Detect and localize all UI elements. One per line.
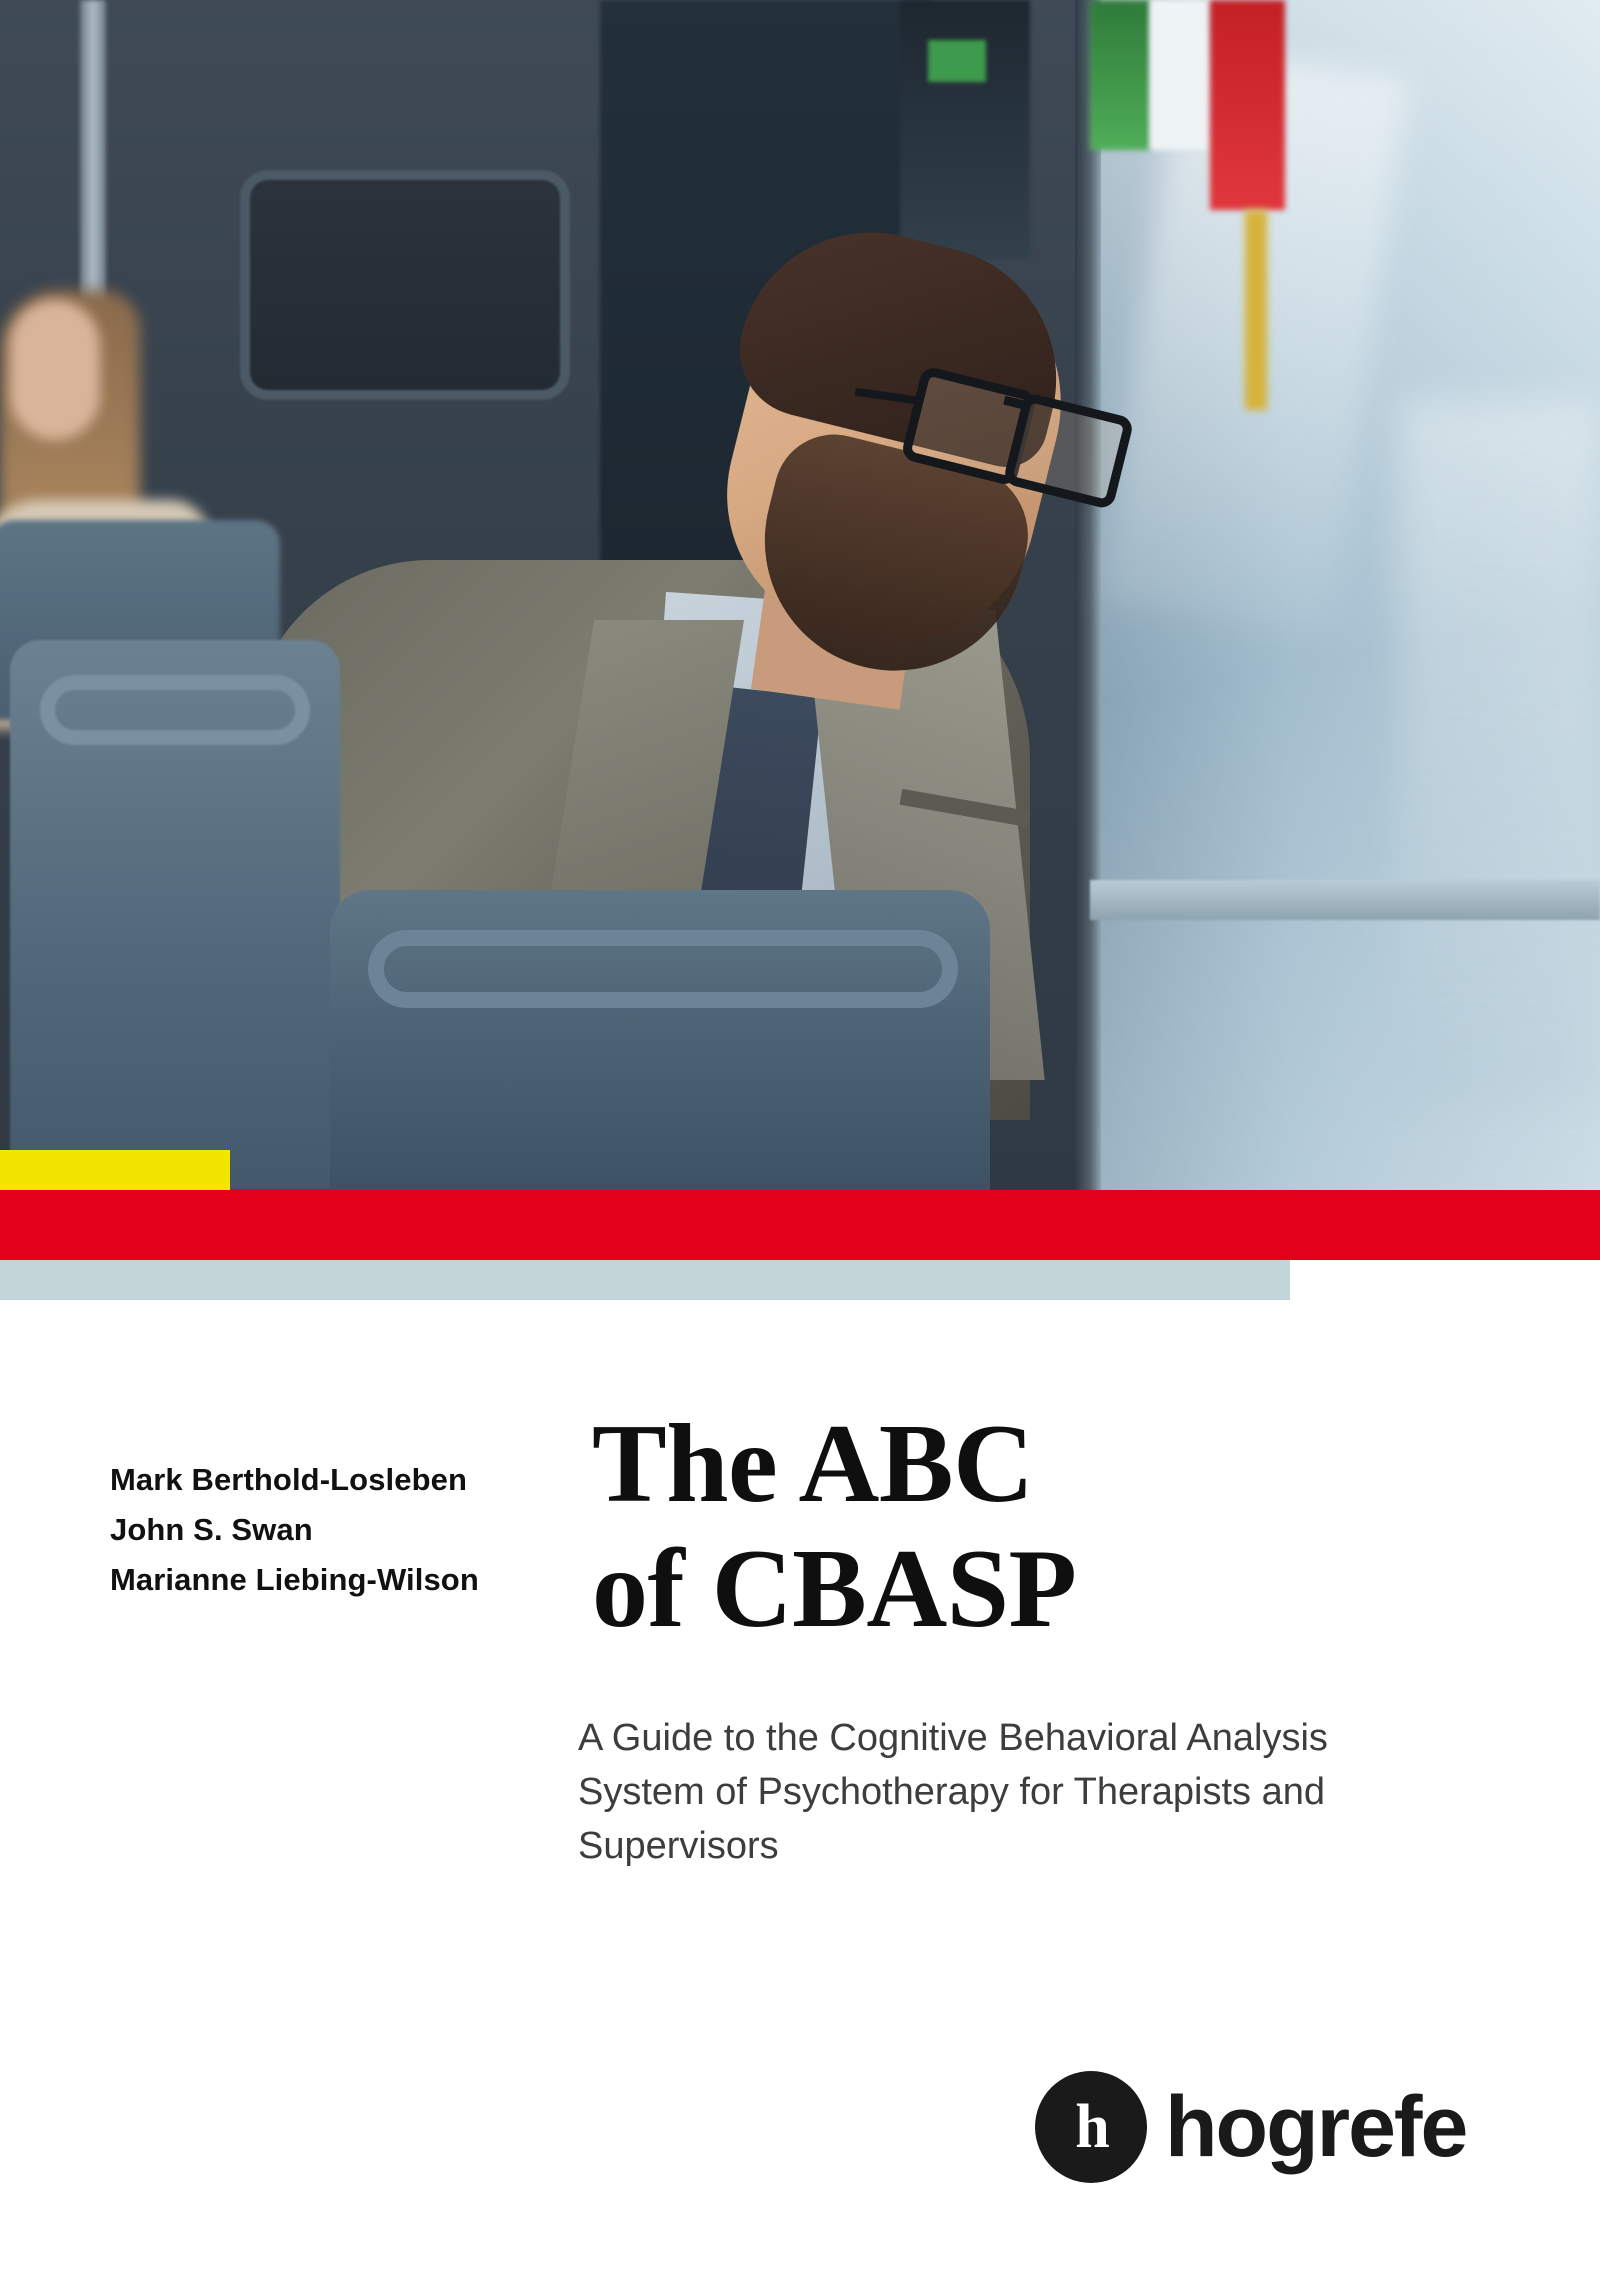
book-subtitle: A Guide to the Cognitive Behavioral Analysis System of Psychotherapy for Therapists and Supervisors [578, 1717, 1328, 1867]
background-signage-yellow-line [1245, 210, 1267, 410]
author-name: Mark Berthold-Losleben [110, 1462, 468, 1497]
glass-reflection-secondary [1400, 400, 1600, 1100]
accent-bar-grey [0, 1260, 1290, 1300]
bus-window-sill [1090, 880, 1600, 920]
background-passenger-face [10, 300, 100, 440]
background-signage-dark [900, 0, 1030, 260]
bus-seat-middle-handle [40, 675, 310, 745]
accent-bar-red [0, 1190, 1600, 1260]
background-signage-green [1090, 0, 1150, 150]
accent-bar-yellow [0, 1150, 230, 1190]
book-title-line-1: The ABC [592, 1402, 1034, 1526]
publisher-name: hogrefe [1165, 2079, 1467, 2175]
hogrefe-monogram-icon [1035, 2071, 1147, 2183]
author-list [110, 1455, 560, 1606]
background-signage-green-small [928, 40, 986, 82]
author-name: John S. Swan [110, 1512, 313, 1548]
background-signage-red [1210, 0, 1285, 210]
publisher-logo [1035, 2062, 1505, 2192]
background-signage-white [1150, 0, 1210, 150]
bus-window-frame [1075, 0, 1101, 1190]
book-title-line-2: of CBASP [592, 1527, 1077, 1652]
book-title [592, 1402, 1552, 1653]
bus-seat-front-handle [368, 930, 958, 1008]
author-name: Marianne Liebing-Wilson [110, 1562, 479, 1598]
hogrefe-monogram-letter: h [1075, 2093, 1107, 2161]
bus-window-left [240, 170, 570, 400]
